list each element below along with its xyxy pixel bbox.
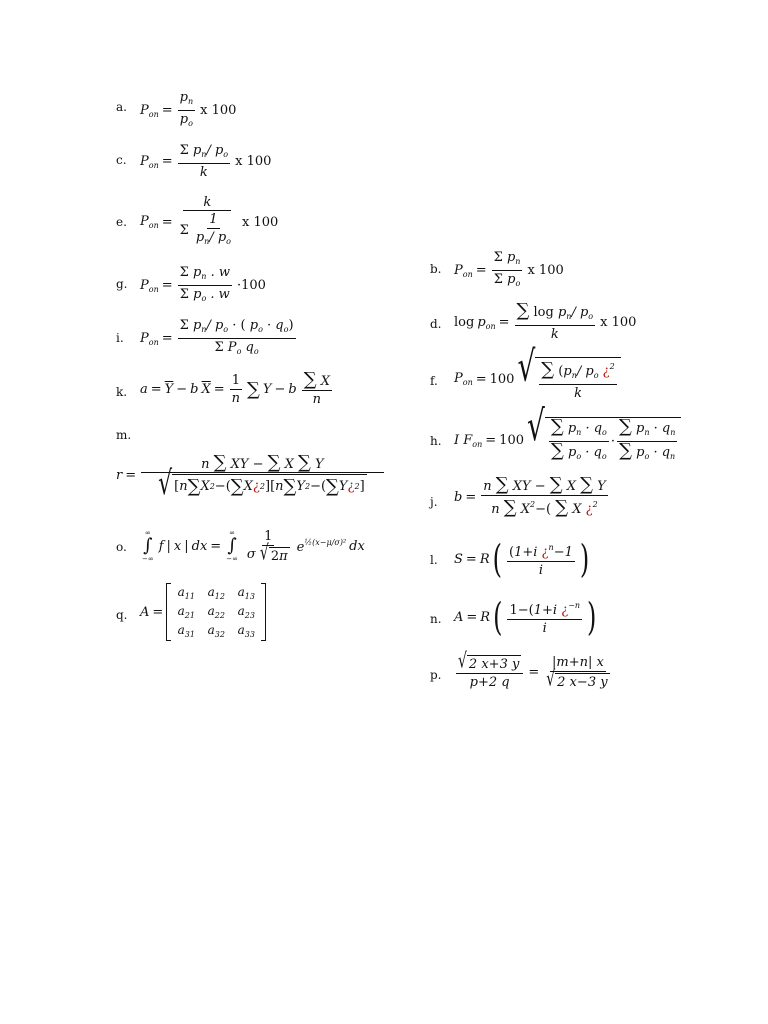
item-label-j: j. [430, 495, 438, 509]
formula-b: $P_{on}$ = $\frac{\Sigma p_n}{\Sigma p_o}$ x 100 [454, 250, 564, 288]
item-label-b: b. [430, 262, 442, 276]
formula-a: $P_{on}$ = $\frac{p_n}{p_o}$ x 100 [140, 90, 237, 128]
formula-o: ∞ ∫ −∞ f | x | dx = ∞ ∫ −∞ 1 σ √ 2 π $e^{\frac{1}{2}(x-\mu/\sigma)^2}$ dx [142, 528, 365, 565]
item-label-m: m. [116, 428, 132, 442]
formula-f: $P_{on}$ = 100 √ $\frac{\sum (p_n/ p_o ¿^2}{k}$ [454, 357, 621, 401]
item-label-h: h. [430, 434, 442, 448]
item-label-a: a. [116, 100, 127, 114]
item-label-n: n. [430, 612, 442, 626]
item-label-q: q. [116, 608, 128, 622]
formula-q: A = $a_{11}$ $a_{12}$ $a_{13}$ $a_{21}$ $a_{22}$ $a_{23}$ $a_{31}$ $a_{32}$ $a_{33}$ [140, 583, 266, 641]
formula-h: I $F_{on}$ = 100 √ $\frac{\sum p_n \cdot q_o}{\sum p_o \cdot q_o}$ · $\frac{\sum p_n \cdot q_n}{\sum p_o \cdot q_n}$ [454, 417, 681, 464]
formula-e: $P_{on}$ = k Σ $\frac{1}{p_n/ p_o}$ x 100 [140, 195, 279, 246]
formula-k: a = $\overline{Y}$ − b $\overline{X}$ = $\frac{1}{n}$ ∑ Y − b $\frac{\sum X}{n}$ [140, 369, 330, 407]
formula-d: log $p_{on}$ = $\frac{\sum \log p_n/ p_o}{k}$ x 100 [454, 300, 637, 342]
formula-j: b = $\frac{n \sum XY - \sum X \sum Y}{n \sum X^2-( \sum X ¿^2}$ [454, 474, 606, 518]
formula-g: $P_{on}$ = $\frac{\Sigma p_n . w}{\Sigma p_o . w}$ ·100 [140, 265, 266, 303]
formula-c: $P_{on}$ = $\frac{\Sigma p_n/ p_o}{k}$ x 100 [140, 143, 272, 180]
formula-m: r = n ∑ XY − ∑ X ∑ Y √ [ n ∑ X 2 − ( ∑ X ¿ 2 ] [ n ∑ Y 2 − ( ∑ Y ¿ 2 ] [116, 455, 386, 496]
item-label-g: g. [116, 277, 128, 291]
item-label-p: p. [430, 668, 442, 682]
coefficient-matrix: $a_{11}$ $a_{12}$ $a_{13}$ $a_{21}$ $a_{22}$ $a_{23}$ $a_{31}$ $a_{32}$ $a_{33}$ [166, 583, 266, 641]
item-label-d: d. [430, 317, 442, 331]
item-label-e: e. [116, 215, 127, 229]
item-label-i: i. [116, 331, 124, 345]
formula-i: $P_{on}$ = $\frac{\Sigma p_n/ p_o \cdot ( p_o \cdot q_o)}{\Sigma P_o q_o}$ [140, 318, 294, 356]
times-100: x 100 [200, 103, 237, 118]
item-label-k: k. [116, 385, 128, 399]
item-label-l: l. [430, 553, 438, 567]
formula-p: √ 2 x + 3 y p+2 q = |m+n| x √ 2 x − 3 y [458, 649, 608, 692]
formula-n: A = R ( $\frac{1-(1+i ¿^{-n}}{i}$ ) [454, 594, 597, 640]
formula-l: S = R ( $\frac{(1+i ¿^n-1}{i}$ ) [454, 536, 590, 582]
item-label-f: f. [430, 374, 438, 388]
item-label-c: c. [116, 153, 127, 167]
item-label-o: o. [116, 540, 127, 554]
